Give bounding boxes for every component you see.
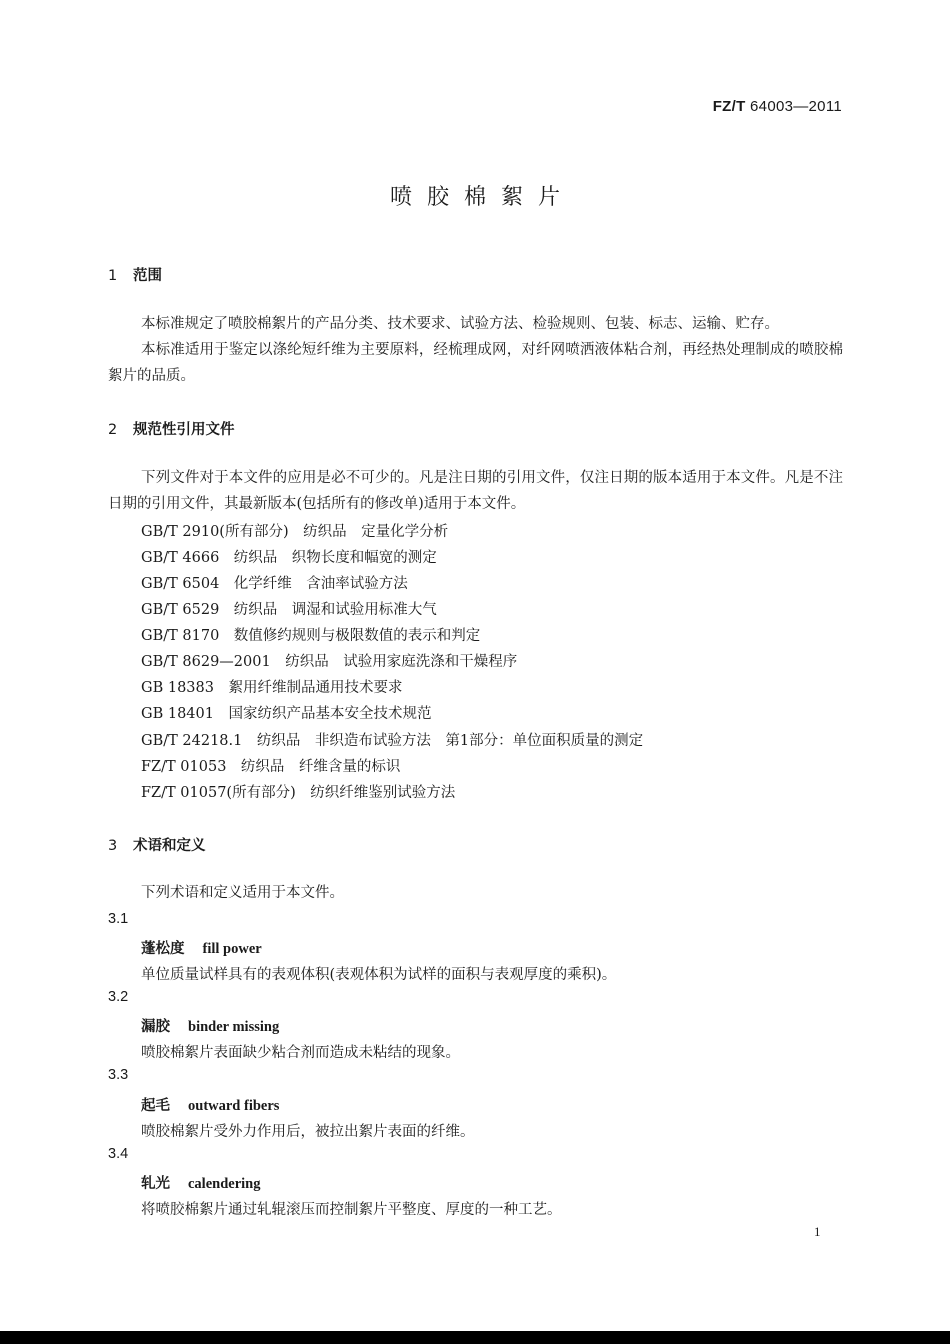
standard-number: FZ/T 64003—2011	[712, 98, 842, 115]
term-definition: 单位质量试样具有的表观体积(表观体积为试样的面积与表观厚度的乘积)。	[141, 967, 617, 983]
reference-item: FZ/T 01057(所有部分) 纺织纤维鉴别试验方法	[141, 785, 456, 801]
term-number: 3.2	[108, 989, 129, 1005]
reference-item: GB 18383 絮用纤维制品通用技术要求	[141, 680, 403, 696]
term-definition: 喷胶棉絮片受外力作用后，被拉出絮片表面的纤维。	[141, 1124, 475, 1140]
term-heading: 蓬松度 fill power	[141, 940, 262, 957]
reference-item: GB/T 4666 纺织品 织物长度和幅宽的测定	[141, 550, 437, 566]
footer-bar	[0, 1331, 950, 1344]
term-number: 3.3	[108, 1067, 129, 1083]
references-intro: 下列文件对于本文件的应用是必不可少的。凡是注日期的引用文件，仅注日期的版本适用于本文件。凡是不注日期的引用文件，其最新版本(包括所有的修改单)适用于本文件。	[108, 470, 843, 512]
reference-item: GB/T 6504 化学纤维 含油率试验方法	[141, 576, 408, 592]
term-heading: 轧光 calendering	[141, 1175, 261, 1192]
reference-item: GB/T 8170 数值修约规则与极限数值的表示和判定	[141, 628, 481, 644]
page-number: 1	[814, 1224, 821, 1239]
scope-paragraph-1: 本标准规定了喷胶棉絮片的产品分类、技术要求、试验方法、检验规则、包装、标志、运输、贮存。	[141, 316, 779, 332]
reference-item: GB/T 8629—2001 纺织品 试验用家庭洗涤和干燥程序	[141, 654, 518, 670]
section-heading-terms: 3 术语和定义	[108, 838, 206, 854]
term-heading: 漏胶 binder missing	[141, 1018, 280, 1035]
term-definition: 将喷胶棉絮片通过轧辊滚压而控制絮片平整度、厚度的一种工艺。	[141, 1202, 562, 1218]
reference-item: GB/T 6529 纺织品 调湿和试验用标准大气	[141, 602, 437, 618]
section-heading-scope: 1 范围	[108, 268, 162, 284]
scope-paragraph-2: 本标准适用于鉴定以涤纶短纤维为主要原料，经梳理成网，对纤网喷洒液体粘合剂，再经热处理制成的喷胶棉絮片的品质。	[108, 342, 843, 384]
reference-item: GB 18401 国家纺织产品基本安全技术规范	[141, 706, 432, 722]
document-title: 喷胶棉絮片	[389, 185, 575, 210]
term-definition: 喷胶棉絮片表面缺少粘合剂而造成未粘结的现象。	[141, 1045, 460, 1061]
terms-intro: 下列术语和定义适用于本文件。	[141, 885, 344, 901]
reference-item: GB/T 2910(所有部分) 纺织品 定量化学分析	[141, 524, 449, 540]
term-heading: 起毛 outward fibers	[141, 1097, 280, 1114]
reference-item: FZ/T 01053 纺织品 纤维含量的标识	[141, 759, 401, 775]
section-heading-references: 2 规范性引用文件	[108, 422, 235, 438]
term-number: 3.4	[108, 1146, 129, 1162]
reference-item: GB/T 24218.1 纺织品 非织造布试验方法 第1部分：单位面积质量的测定	[141, 733, 644, 749]
term-number: 3.1	[108, 911, 129, 927]
